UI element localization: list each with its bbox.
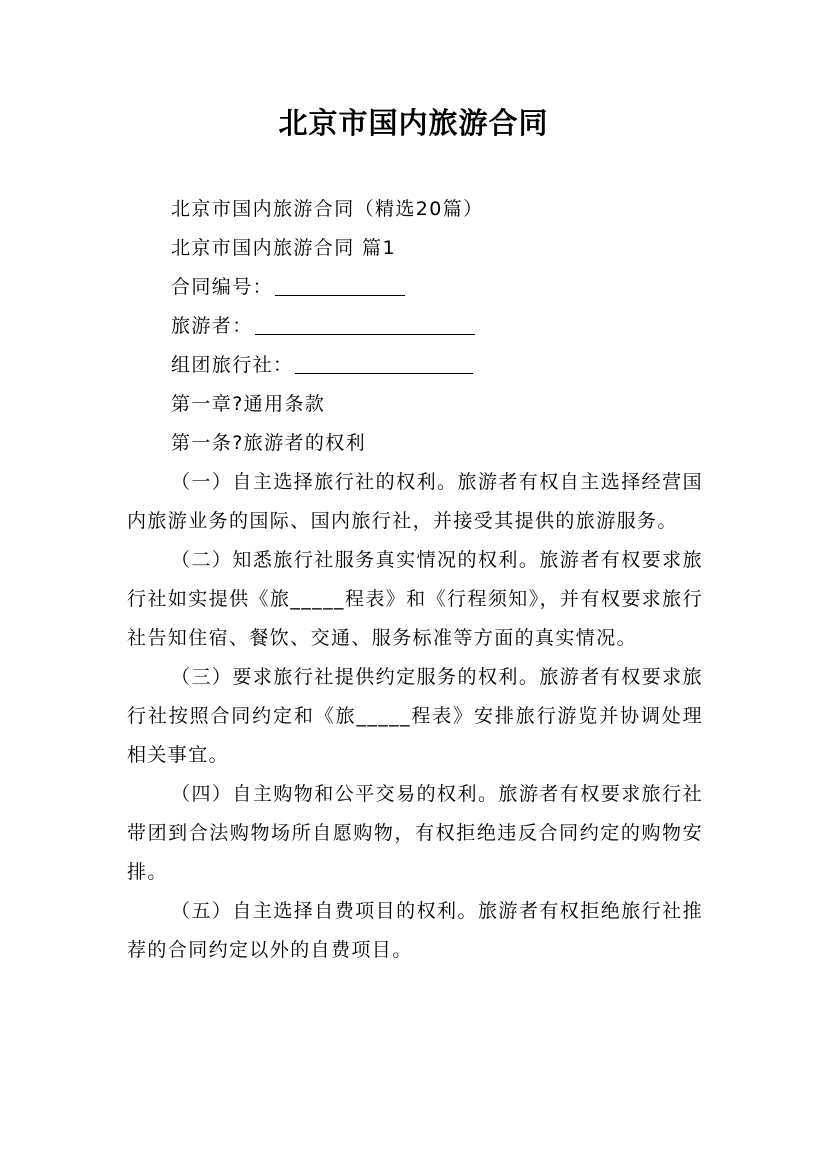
chapter-heading: 第一章?通用条款 bbox=[171, 393, 326, 415]
article-heading: 第一条?旅游者的权利 bbox=[171, 432, 367, 454]
paragraph: （二）知悉旅行社服务真实情况的权利。旅游者有权要求旅行社如实提供《旅_____程表》和《行程须知》，并有权要求旅行社告知住宿、餐饮、交通、服务标准等方面的真实情况。 bbox=[127, 549, 703, 649]
paragraph: （四）自主购物和公平交易的权利。旅游者有权要求旅行社带团到合法购物场所自愿购物，有权拒绝违反合同约定的购物安排。 bbox=[127, 783, 703, 883]
tourist-field bbox=[127, 307, 703, 346]
tourist-blank bbox=[255, 312, 475, 335]
paragraph: （一）自主选择旅行社的权利。旅游者有权自主选择经营国内旅游业务的国际、国内旅行社，并接受其提供的旅游服务。 bbox=[127, 471, 703, 532]
tourist-label: 旅游者： bbox=[171, 315, 253, 337]
collection-title: 北京市国内旅游合同（精选20篇） bbox=[171, 198, 484, 220]
agency-label: 组团旅行社： bbox=[171, 354, 294, 376]
contract-number-blank bbox=[275, 273, 405, 296]
section-heading: 北京市国内旅游合同 篇1 bbox=[171, 237, 396, 259]
contract-number-label: 合同编号： bbox=[171, 276, 274, 298]
contract-number-field bbox=[127, 268, 703, 307]
agency-blank bbox=[295, 351, 473, 374]
agency-field bbox=[127, 346, 703, 385]
document-body bbox=[127, 190, 703, 970]
document-title: 北京市国内旅游合同 bbox=[278, 106, 549, 140]
paragraph: （五）自主选择自费项目的权利。旅游者有权拒绝旅行社推荐的合同约定以外的自费项目。 bbox=[127, 900, 703, 961]
paragraph: （三）要求旅行社提供约定服务的权利。旅游者有权要求旅行社按照合同约定和《旅_____程表》安排旅行游览并协调处理相关事宜。 bbox=[127, 666, 703, 766]
